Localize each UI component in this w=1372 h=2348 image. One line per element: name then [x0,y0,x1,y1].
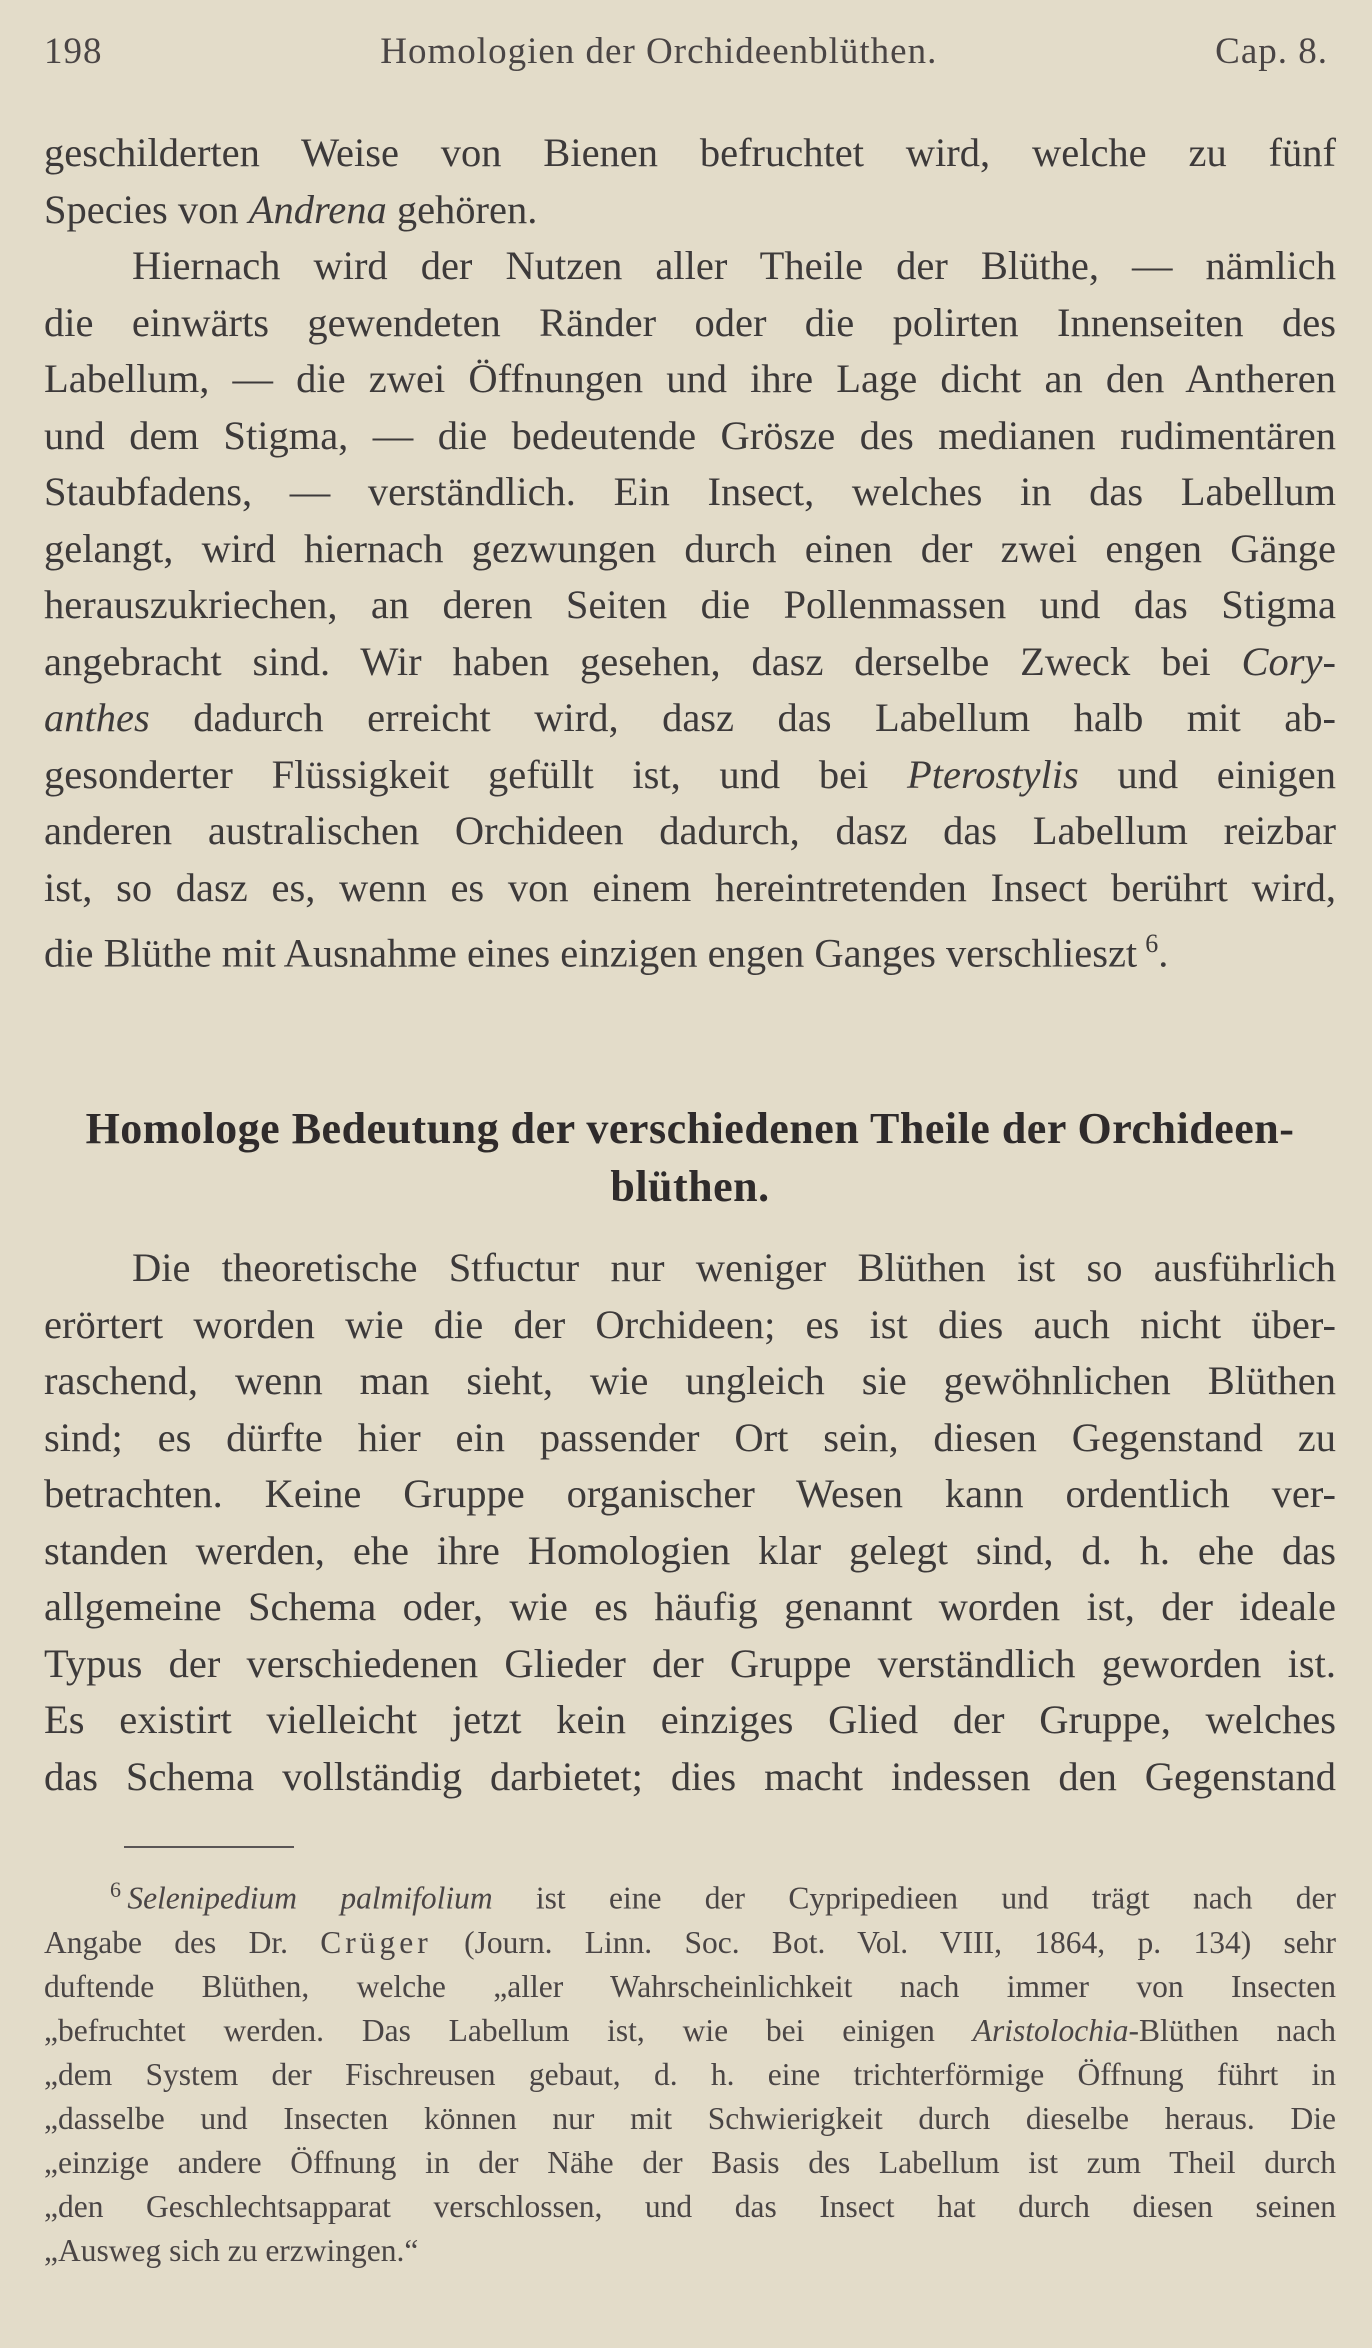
footnote-line: „befruchtet werden. Das Labellum ist, wie bei einigen Aristolochia-Blüthen nach [44,2012,1336,2048]
taxon-name: Andrena [248,186,387,232]
footnote-line: „dasselbe und Insecten können nur mit Schwierigkeit durch dieselbe heraus. Die [44,2100,1336,2136]
text-line: ist, so dasz es, wenn es von einem hereintretenden Insect berührt wird, [44,864,1336,910]
text-line: Staubfadens, — verständlich. Ein Insect, welches in das Labellum [44,469,1336,514]
running-title: Homologien der Orchideenblüthen. [380,31,938,72]
text-line: die Blüthe mit Ausnahme eines einzigen engen Ganges verschlieszt $^6$. [44,929,1169,976]
text-line: anderen australischen Orchideen dadurch, dasz das Labellum reizbar [44,808,1336,853]
paragraph-3 [44,1240,1336,1805]
text-line: geschilderten Weise von Bienen befruchtet wird, welche zu fünf [44,130,1336,175]
footnote-line: „einzige andere Öffnung in der Nähe der Basis des Labellum ist zum Theil durch [44,2144,1336,2180]
text-line: betrachten. Keine Gruppe organischer Wesen kann ordentlich ver- [44,1471,1336,1516]
text-line: sind; es dürfte hier ein passender Ort sein, diesen Gegenstand zu [44,1414,1336,1460]
chapter-label: Cap. 8. [1215,31,1328,72]
footnote-line: „den Geschlechtsapparat verschlossen, und das Insect hat durch diesen seinen [44,2188,1336,2224]
text-line: Typus der verschiedenen Glieder der Gruppe verständlich geworden ist. [44,1640,1336,1686]
taxon-name: anthes [44,695,150,740]
text-line: standen werden, ehe ihre Homologien klar gelegt sind, d. h. ehe das [44,1527,1336,1573]
text-line: das Schema vollständig darbietet; dies macht indessen den Gegenstand [44,1753,1336,1799]
footnote-line: „dem System der Fischreusen gebaut, d. h. eine trichterförmige Öffnung führt in [44,2056,1336,2092]
taxon-name: Selenipedium palmifolium [127,1880,493,1916]
running-header [44,30,1328,73]
footnote-line: „Ausweg sich zu erzwingen.“ [44,2232,419,2268]
text-line: Es existirt vielleicht jetzt kein einziges Glied der Gruppe, welches [44,1697,1336,1742]
main-text-bottom [44,1240,1336,1805]
text-line: raschend, wenn man sieht, wie ungleich sie gewöhnlichen Blüthen [44,1358,1336,1403]
text-line: und dem Stigma, — die bedeutende Grösze des medianen rudimentären [44,412,1336,458]
main-text-top [44,125,1336,982]
footnote-reference[interactable]: 6 [1145,929,1159,958]
text-line: die einwärts gewendeten Ränder oder die polirten Innenseiten des [44,299,1336,345]
text-line: herauszukriechen, an deren Seiten die Pollenmassen und das Stigma [44,582,1336,627]
text-line: anthes dadurch erreicht wird, dasz das Labellum halb mit ab- [44,695,1336,740]
taxon-name: Cory- [1241,638,1336,684]
section-heading-line: blüthen. [610,1162,770,1211]
text-line: gelangt, wird hiernach gezwungen durch einen der zwei engen Gänge [44,525,1336,571]
footnote-line: $^6$ Selenipedium palmifolium ist eine der Cypripedieen und trägt nach der [110,1877,1336,1916]
person-name: Crüger [320,1924,432,1960]
taxon-name: Pterostylis [906,751,1079,797]
section-heading-line: Homologe Bedeutung der verschiedenen Theile der Orchideen- [85,1104,1295,1153]
footnote-divider [124,1846,294,1848]
section-heading [44,1100,1336,1216]
footnote [44,1868,1336,2273]
paragraph-2 [44,238,1336,982]
text-line: Hiernach wird der Nutzen aller Theile der Blüthe, — nämlich [132,243,1336,288]
text-line: angebracht sind. Wir haben gesehen, dasz derselbe Zweck bei Cory- [44,638,1336,684]
text-line: allgemeine Schema oder, wie es häufig genannt worden ist, der ideale [44,1584,1336,1629]
footnote-line: duftende Blüthen, welche „aller Wahrscheinlichkeit nach immer von Insecten [44,1968,1336,2004]
text-line: Labellum, — die zwei Öffnungen und ihre Lage dicht an den Antheren [44,356,1336,401]
footnote-line: Angabe des Dr. Crüger (Journ. Linn. Soc. Bot. Vol. VIII, 1864, p. 134) sehr [44,1924,1336,1960]
taxon-name: Aristolochia [972,2012,1129,2048]
paragraph-1 [44,125,1336,238]
text-line: Die theoretische Stfuctur nur weniger Blüthen ist so ausführlich [132,1245,1336,1290]
page-number: 198 [44,31,103,72]
text-line: Species von Andrena gehören. [44,186,538,232]
text-line: erörtert worden wie die der Orchideen; es ist dies auch nicht über- [44,1301,1336,1347]
footnote-marker: 6 [110,1877,121,1902]
text-line: gesonderter Flüssigkeit gefüllt ist, und bei Pterostylis und einigen [44,751,1336,797]
